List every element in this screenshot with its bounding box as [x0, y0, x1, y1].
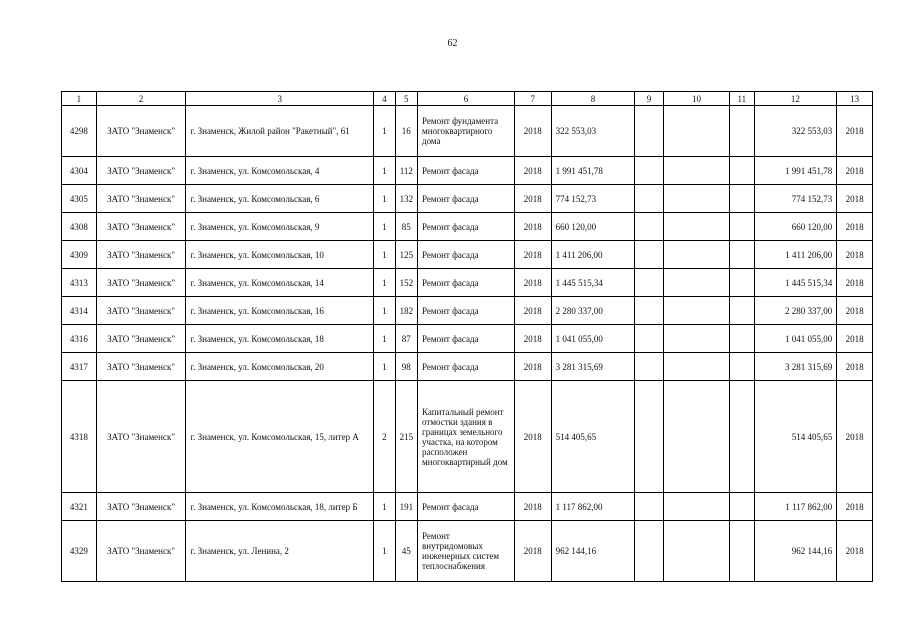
cell-col12: 1 041 055,00: [754, 325, 837, 353]
cell-col10: [663, 353, 729, 381]
cell-year: 2018: [514, 213, 551, 241]
cell-col4: 1: [374, 353, 395, 381]
cell-col10: [663, 325, 729, 353]
cell-id: 4318: [62, 381, 97, 493]
cell-col13: 2018: [837, 353, 873, 381]
cell-col4: 1: [374, 521, 395, 582]
cell-year: 2018: [514, 381, 551, 493]
cell-year: 2018: [514, 157, 551, 185]
cell-col13: 2018: [837, 157, 873, 185]
cell-year: 2018: [514, 493, 551, 521]
cell-id: 4316: [62, 325, 97, 353]
cell-col10: [663, 297, 729, 325]
cell-col10: [663, 521, 729, 582]
cell-id: 4298: [62, 106, 97, 157]
cell-col13: 2018: [837, 106, 873, 157]
cell-cost: 962 144,16: [551, 521, 635, 582]
column-number: 12: [754, 92, 837, 106]
cell-year: 2018: [514, 521, 551, 582]
cell-col9: [635, 325, 664, 353]
cell-cost: 1 411 206,00: [551, 241, 635, 269]
cell-address: г. Знаменск, ул. Комсомольская, 16: [186, 297, 374, 325]
cell-col11: [730, 297, 754, 325]
cell-col4: 1: [374, 297, 395, 325]
column-number-row: [62, 92, 873, 106]
cell-col10: [663, 185, 729, 213]
cell-col11: [730, 241, 754, 269]
page-number: 62: [447, 38, 458, 49]
table-row: [62, 185, 873, 213]
cell-address: г. Знаменск, ул. Комсомольская, 9: [186, 213, 374, 241]
cell-col11: [730, 381, 754, 493]
cell-work-type: Ремонт фасада: [418, 493, 515, 521]
cell-col4: 1: [374, 185, 395, 213]
cell-address: г. Знаменск, ул. Комсомольская, 14: [186, 269, 374, 297]
column-number: 3: [186, 92, 374, 106]
cell-year: 2018: [514, 269, 551, 297]
cell-year: 2018: [514, 185, 551, 213]
cell-col9: [635, 106, 664, 157]
cell-col10: [663, 213, 729, 241]
cell-col13: 2018: [837, 213, 873, 241]
cell-address: г. Знаменск, Жилой район "Ракетный", 61: [186, 106, 374, 157]
cell-col10: [663, 106, 729, 157]
cell-col4: 1: [374, 493, 395, 521]
cell-col10: [663, 157, 729, 185]
cell-col5: 98: [395, 353, 417, 381]
cell-cost: 774 152,73: [551, 185, 635, 213]
cell-col11: [730, 325, 754, 353]
cell-cost: 1 117 862,00: [551, 493, 635, 521]
cell-col9: [635, 381, 664, 493]
cell-col12: 514 405,65: [754, 381, 837, 493]
table-row: [62, 269, 873, 297]
cell-col11: [730, 185, 754, 213]
cell-col4: 2: [374, 381, 395, 493]
cell-organization: ЗАТО "Знаменск": [96, 241, 186, 269]
cell-col10: [663, 269, 729, 297]
cell-col9: [635, 213, 664, 241]
cell-col13: 2018: [837, 325, 873, 353]
cell-id: 4309: [62, 241, 97, 269]
cell-work-type: Ремонт фасада: [418, 185, 515, 213]
cell-col4: 1: [374, 269, 395, 297]
cell-col12: 962 144,16: [754, 521, 837, 582]
cell-year: 2018: [514, 353, 551, 381]
cell-year: 2018: [514, 297, 551, 325]
table-row: [62, 297, 873, 325]
table-row: [62, 521, 873, 582]
cell-col10: [663, 381, 729, 493]
table-row: [62, 213, 873, 241]
cell-work-type: Ремонт фасада: [418, 353, 515, 381]
cell-organization: ЗАТО "Знаменск": [96, 297, 186, 325]
cell-organization: ЗАТО "Знаменск": [96, 521, 186, 582]
cell-cost: 3 281 315,69: [551, 353, 635, 381]
cell-organization: ЗАТО "Знаменск": [96, 157, 186, 185]
cell-col11: [730, 269, 754, 297]
column-number: 7: [514, 92, 551, 106]
table-row: [62, 157, 873, 185]
cell-col9: [635, 157, 664, 185]
cell-col12: 1 411 206,00: [754, 241, 837, 269]
cell-work-type: Ремонт фасада: [418, 297, 515, 325]
cell-work-type: Ремонт внутридомовых инженерных систем теплоснабжения: [418, 521, 515, 582]
column-number: 4: [374, 92, 395, 106]
cell-address: г. Знаменск, ул. Ленина, 2: [186, 521, 374, 582]
cell-address: г. Знаменск, ул. Комсомольская, 10: [186, 241, 374, 269]
cell-col11: [730, 493, 754, 521]
cell-address: г. Знаменск, ул. Комсомольская, 18: [186, 325, 374, 353]
column-number: 11: [730, 92, 754, 106]
cell-cost: 2 280 337,00: [551, 297, 635, 325]
cell-col12: 1 991 451,78: [754, 157, 837, 185]
cell-col12: 660 120,00: [754, 213, 837, 241]
cell-col9: [635, 353, 664, 381]
column-number: 5: [395, 92, 417, 106]
table-row: [62, 106, 873, 157]
cell-cost: 1 041 055,00: [551, 325, 635, 353]
cell-organization: ЗАТО "Знаменск": [96, 325, 186, 353]
cell-organization: ЗАТО "Знаменск": [96, 213, 186, 241]
cell-col5: 85: [395, 213, 417, 241]
table-row: [62, 381, 873, 493]
cell-col13: 2018: [837, 241, 873, 269]
cell-organization: ЗАТО "Знаменск": [96, 185, 186, 213]
cell-col13: 2018: [837, 185, 873, 213]
cell-work-type: Ремонт фасада: [418, 157, 515, 185]
cell-col9: [635, 269, 664, 297]
cell-col5: 45: [395, 521, 417, 582]
cell-organization: ЗАТО "Знаменск": [96, 381, 186, 493]
cell-cost: 1 445 515,34: [551, 269, 635, 297]
cell-col5: 16: [395, 106, 417, 157]
cell-col11: [730, 353, 754, 381]
cell-work-type: Капитальный ремонт отмостки здания в границах земельного участка, на котором расположен многоквартирный дом: [418, 381, 515, 493]
cell-col5: 132: [395, 185, 417, 213]
cell-organization: ЗАТО "Знаменск": [96, 353, 186, 381]
cell-col5: 191: [395, 493, 417, 521]
table-row: [62, 325, 873, 353]
cell-col11: [730, 521, 754, 582]
cell-col9: [635, 241, 664, 269]
cell-organization: ЗАТО "Знаменск": [96, 106, 186, 157]
cell-col5: 125: [395, 241, 417, 269]
cell-col11: [730, 157, 754, 185]
cell-col12: 1 445 515,34: [754, 269, 837, 297]
cell-id: 4314: [62, 297, 97, 325]
cell-work-type: Ремонт фасада: [418, 241, 515, 269]
cell-organization: ЗАТО "Знаменск": [96, 493, 186, 521]
cell-id: 4321: [62, 493, 97, 521]
cell-year: 2018: [514, 325, 551, 353]
cell-id: 4317: [62, 353, 97, 381]
cell-col10: [663, 493, 729, 521]
column-number: 10: [663, 92, 729, 106]
cell-address: г. Знаменск, ул. Комсомольская, 6: [186, 185, 374, 213]
cell-col13: 2018: [837, 381, 873, 493]
table-row: [62, 353, 873, 381]
cell-col12: 3 281 315,69: [754, 353, 837, 381]
cell-col9: [635, 493, 664, 521]
cell-col9: [635, 185, 664, 213]
cell-col12: 322 553,03: [754, 106, 837, 157]
cell-col10: [663, 241, 729, 269]
cell-col5: 215: [395, 381, 417, 493]
cell-col4: 1: [374, 241, 395, 269]
cell-id: 4329: [62, 521, 97, 582]
cell-col4: 1: [374, 213, 395, 241]
cell-address: г. Знаменск, ул. Комсомольская, 20: [186, 353, 374, 381]
cell-col5: 112: [395, 157, 417, 185]
cell-address: г. Знаменск, ул. Комсомольская, 4: [186, 157, 374, 185]
cell-organization: ЗАТО "Знаменск": [96, 269, 186, 297]
cell-id: 4304: [62, 157, 97, 185]
cell-cost: 660 120,00: [551, 213, 635, 241]
cell-col9: [635, 297, 664, 325]
cell-col11: [730, 213, 754, 241]
column-number: 8: [551, 92, 635, 106]
column-number: 2: [96, 92, 186, 106]
column-number: 13: [837, 92, 873, 106]
column-number: 9: [635, 92, 664, 106]
cell-col4: 1: [374, 325, 395, 353]
cell-col12: 2 280 337,00: [754, 297, 837, 325]
cell-col13: 2018: [837, 493, 873, 521]
cell-col9: [635, 521, 664, 582]
cell-year: 2018: [514, 106, 551, 157]
cell-col13: 2018: [837, 269, 873, 297]
cell-col12: 1 117 862,00: [754, 493, 837, 521]
cell-col4: 1: [374, 106, 395, 157]
cell-col11: [730, 106, 754, 157]
cell-address: г. Знаменск, ул. Комсомольская, 15, литер А: [186, 381, 374, 493]
cell-id: 4305: [62, 185, 97, 213]
repair-program-table: [61, 91, 873, 582]
cell-col4: 1: [374, 157, 395, 185]
cell-work-type: Ремонт фасада: [418, 325, 515, 353]
cell-col5: 152: [395, 269, 417, 297]
cell-id: 4308: [62, 213, 97, 241]
column-number: 1: [62, 92, 97, 106]
cell-col13: 2018: [837, 297, 873, 325]
cell-work-type: Ремонт фасада: [418, 269, 515, 297]
table-row: [62, 493, 873, 521]
cell-cost: 1 991 451,78: [551, 157, 635, 185]
cell-work-type: Ремонт фундамента многоквартирного дома: [418, 106, 515, 157]
cell-year: 2018: [514, 241, 551, 269]
cell-col13: 2018: [837, 521, 873, 582]
cell-col5: 87: [395, 325, 417, 353]
cell-cost: 514 405,65: [551, 381, 635, 493]
cell-col5: 182: [395, 297, 417, 325]
cell-cost: 322 553,03: [551, 106, 635, 157]
cell-address: г. Знаменск, ул. Комсомольская, 18, литер Б: [186, 493, 374, 521]
cell-id: 4313: [62, 269, 97, 297]
table-row: [62, 241, 873, 269]
cell-col12: 774 152,73: [754, 185, 837, 213]
cell-work-type: Ремонт фасада: [418, 213, 515, 241]
column-number: 6: [418, 92, 515, 106]
